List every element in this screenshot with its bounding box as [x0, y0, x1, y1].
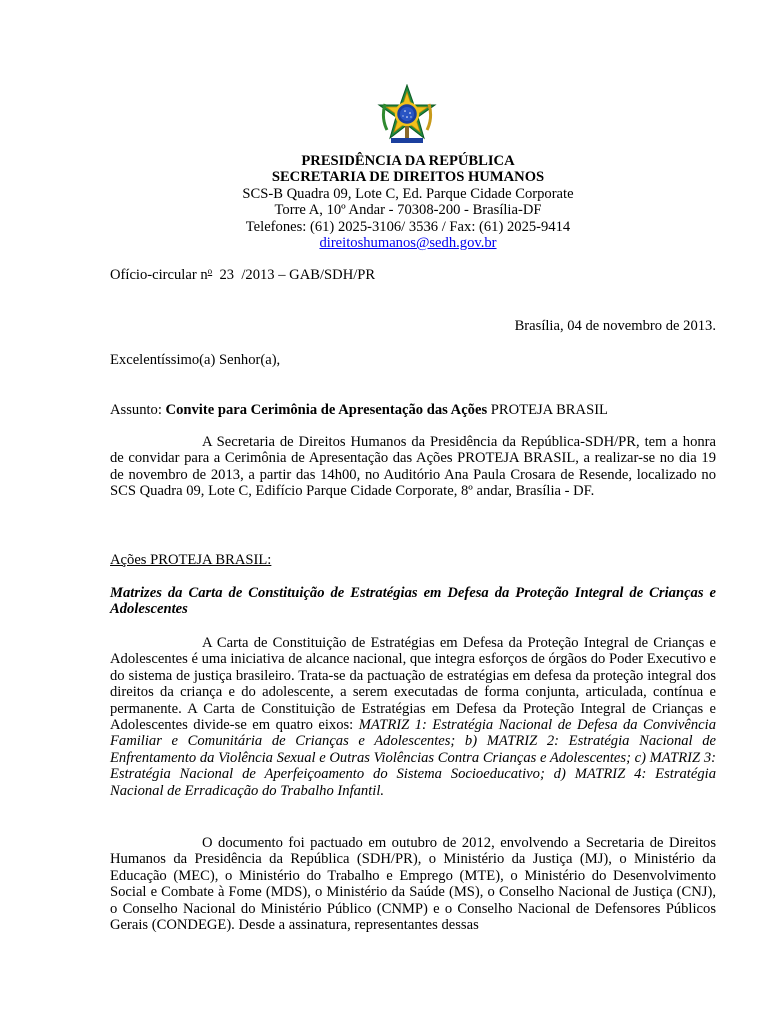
secretariat-title: SECRETARIA DE DIREITOS HUMANOS — [271, 169, 545, 186]
oficio-reference: Ofício-circular $n^o$ 23 /2013 – GAB/SDH/PR — [110, 266, 376, 283]
email-link[interactable]: direitoshumanos@sedh.gov.br — [319, 234, 497, 251]
invitation-paragraph: A Secretaria de Direitos Humanos da Presidência da República-SDH/PR, tem a honra de convidar para a Cerimônia de Apresentação das Ações PROTEJA BRASIL, a realizar-se no dia 19 de novembro de 2013, a partir das 14h00, no Auditório Ana Paula Crosara de Resende, localizado no SCS Quadra 09, Lote C, Edifício Parque Cidade Corporate, 8º andar, Brasília - DF. — [110, 434, 716, 500]
date-line: Brasília, 04 de novembro de 2013. — [514, 318, 716, 334]
letterhead — [0, 153, 770, 251]
address-line-1: SCS-B Quadra 09, Lote C, Ed. Parque Cidade Corporate — [242, 185, 574, 202]
subsection-title: Matrizes da Carta de Constituição de Estratégias em Defesa da Proteção Integral de Crianças e Adolescentes — [110, 585, 716, 618]
presidency-title: PRESIDÊNCIA DA REPÚBLICA — [301, 153, 515, 169]
subject-line: Assunto: Convite para Cerimônia de Apresentação das Ações PROTEJA BRASIL — [110, 402, 608, 418]
carta-paragraph: A Carta de Constituição de Estratégias em Defesa da Proteção Integral de Crianças e Adolescentes é uma iniciativa de alcance nacional, que integra esforços de órgãos do Poder Executivo e do sistema de justiça brasileiro. Trata-se da pactuação de estratégias em defesa da proteção integral dos direitos da criança e do adolescente, a serem executadas de forma conjunta, articulada, contínua e permanente. A Carta de Constituição de Estratégias em Defesa da Proteção Integral de Crianças e Adolescentes divide-se em quatro eixos: MATRIZ 1: Estratégia Nacional de Defesa da Convivência Familiar e Comunitária de Crianças e Adolescentes; b) MATRIZ 2: Estratégia Nacional de Enfrentamento da Violência Sexual e Outras Violências Contra Crianças e Adolescentes; c) MATRIZ 3: Estratégia Nacional de Aperfeiçoamento do Sistema Socioeducativo; d) MATRIZ 4: Estratégia Nacional de Erradicação do Trabalho Infantil. — [110, 635, 717, 799]
address-line-2: Torre A, 10º Andar - 70308-200 - Brasília-DF — [274, 202, 542, 219]
salutation: Excelentíssimo(a) Senhor(a), — [110, 352, 281, 368]
document-paragraph: O documento foi pactuado em outubro de 2012, envolvendo a Secretaria de Direitos Humanos da Presidência da República (SDH/PR), o Ministério da Justiça (MJ), o Ministério da Educação (MEC), o Ministério do Trabalho e Emprego (MTE), o Ministério do Desenvolvimento Social e Combate à Fome (MDS), o Ministério da Saúde (MS), o Conselho Nacional de Justiça (CNJ), o Conselho Nacional do Ministério Público (CNMP) e o Conselho Nacional de Defensores Públicos Gerais (CONDEGE). Desde a assinatura, representantes dessas — [110, 835, 716, 934]
phone-line: Telefones: (61) 2025-3106/ 3536 / Fax: (61) 2025-9414 — [245, 218, 571, 235]
section-title: Ações PROTEJA BRASIL: — [110, 552, 272, 568]
brazil-coat-of-arms-icon — [376, 84, 438, 146]
